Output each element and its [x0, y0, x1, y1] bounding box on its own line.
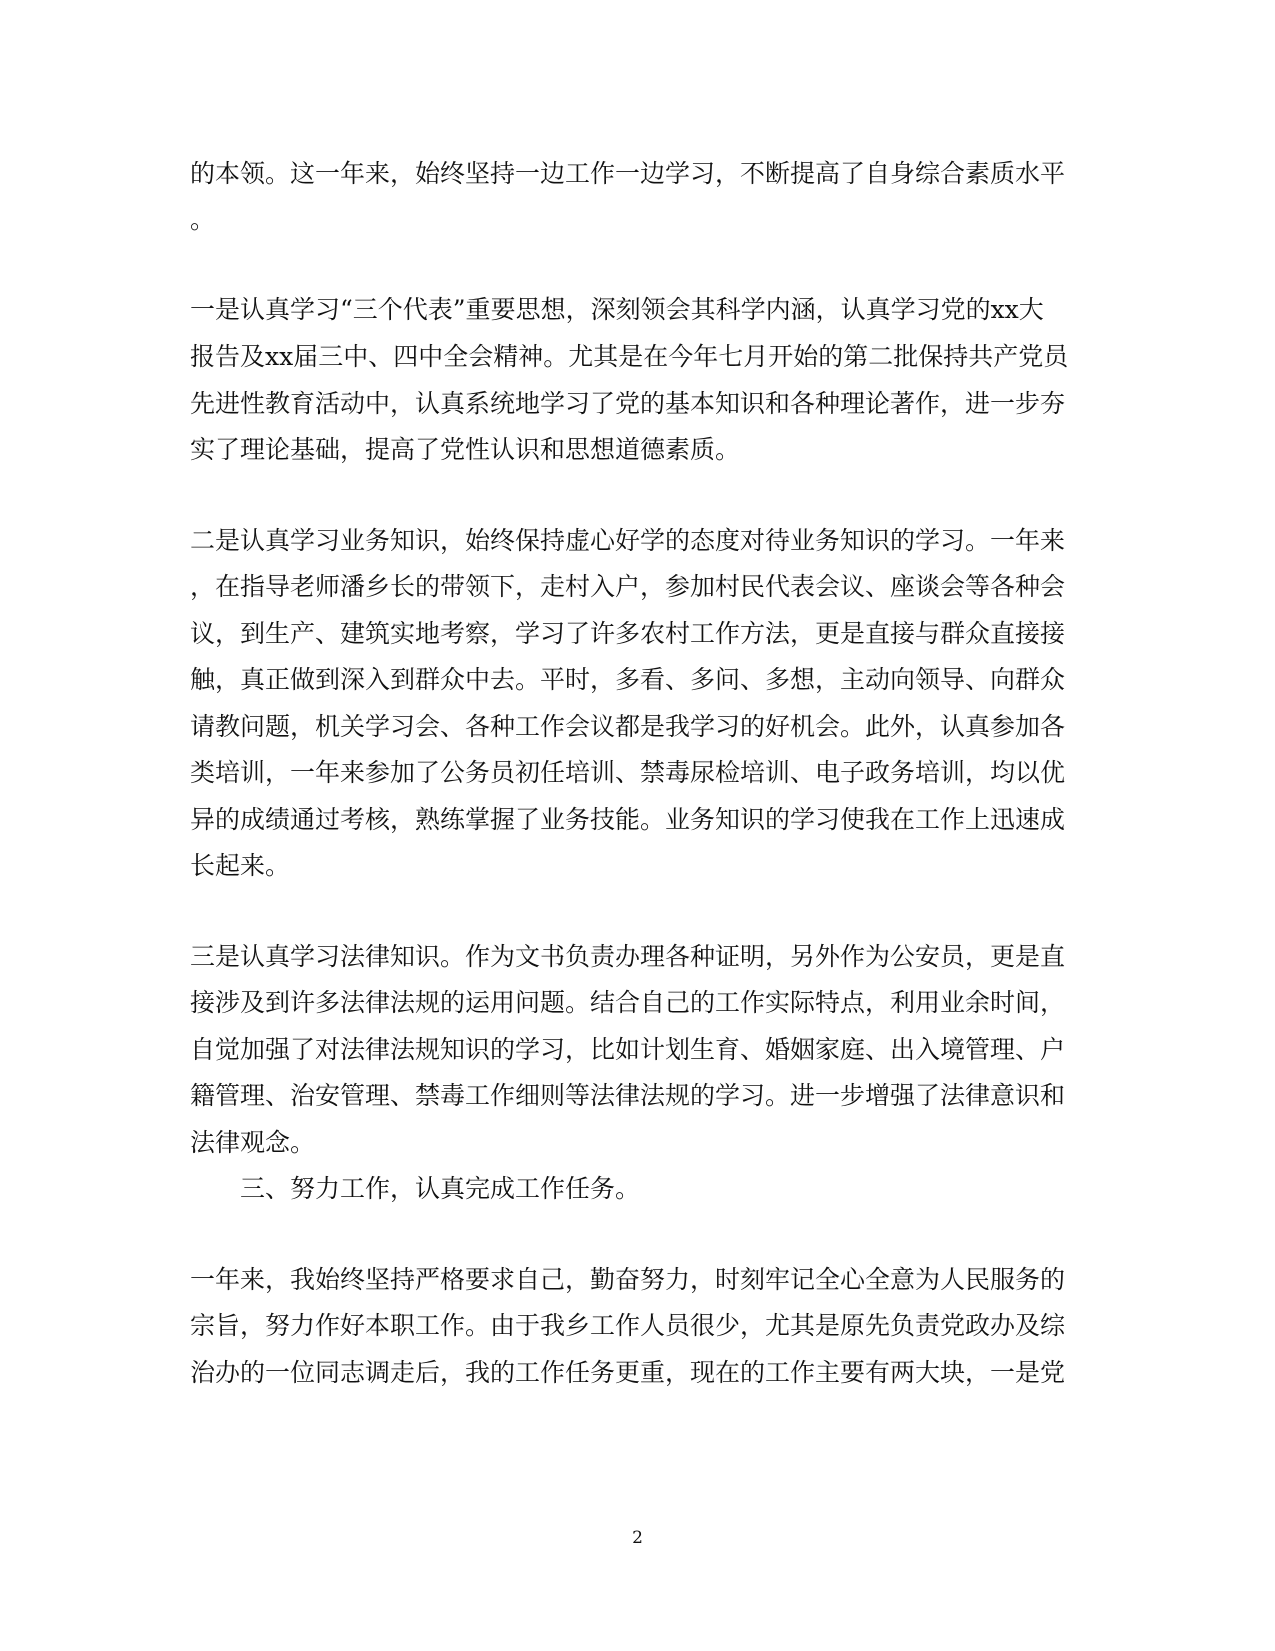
- text-line: 一是认真学习“三个代表”重要思想，深刻领会其科学内涵，认真学习党的xx大: [190, 295, 1044, 324]
- text-line: 议，到生产、建筑实地考察，学习了许多农村工作方法，更是直接与群众直接接: [190, 619, 1066, 648]
- text-line: 二是认真学习业务知识，始终保持虚心好学的态度对待业务知识的学习。一年来: [190, 526, 1066, 555]
- text-line: 三是认真学习法律知识。作为文书负责办理各种证明，另外作为公安员，更是直: [190, 942, 1066, 971]
- text-line: 先进性教育活动中，认真系统地学习了党的基本知识和各种理论著作，进一步夯: [190, 389, 1066, 418]
- text-line: 宗旨，努力作好本职工作。由于我乡工作人员很少，尤其是原先负责党政办及综: [190, 1311, 1066, 1340]
- page-number: 2: [632, 1528, 643, 1548]
- text-line: 一年来，我始终坚持严格要求自己，勤奋努力，时刻牢记全心全意为人民服务的: [190, 1265, 1066, 1294]
- text-line: 法律观念。: [190, 1128, 316, 1157]
- text-line: 。: [190, 205, 216, 234]
- text-line: ，在指导老师潘乡长的带领下，走村入户，参加村民代表会议、座谈会等各种会: [190, 572, 1066, 601]
- text-line: 的本领。这一年来，始终坚持一边工作一边学习，不断提高了自身综合素质水平: [190, 159, 1066, 188]
- text-line: 触，真正做到深入到群众中去。平时，多看、多问、多想，主动向领导、向群众: [190, 665, 1066, 694]
- text-line: 籍管理、治安管理、禁毒工作细则等法律法规的学习。进一步增强了法律意识和: [190, 1081, 1066, 1110]
- text-line: 自觉加强了对法律法规知识的学习，比如计划生育、婚姻家庭、出入境管理、户: [190, 1035, 1066, 1064]
- text-line: 请教问题，机关学习会、各种工作会议都是我学习的好机会。此外，认真参加各: [190, 712, 1066, 741]
- text-line: 治办的一位同志调走后，我的工作任务更重，现在的工作主要有两大块，一是党: [190, 1358, 1066, 1387]
- text-line: 接涉及到许多法律法规的运用问题。结合自己的工作实际特点，利用业余时间，: [190, 988, 1066, 1017]
- text-line: 长起来。: [190, 851, 291, 880]
- text-line: 实了理论基础，提高了党性认识和思想道德素质。: [190, 435, 741, 464]
- text-line: 异的成绩通过考核，熟练掌握了业务技能。业务知识的学习使我在工作上迅速成: [190, 805, 1066, 834]
- text-line: 类培训，一年来参加了公务员初任培训、禁毒尿检培训、电子政务培训，均以优: [190, 758, 1066, 787]
- text-line: 报告及xx届三中、四中全会精神。尤其是在今年七月开始的第二批保持共产党员: [190, 342, 1069, 371]
- section-heading: 三、努力工作，认真完成工作任务。: [240, 1174, 641, 1203]
